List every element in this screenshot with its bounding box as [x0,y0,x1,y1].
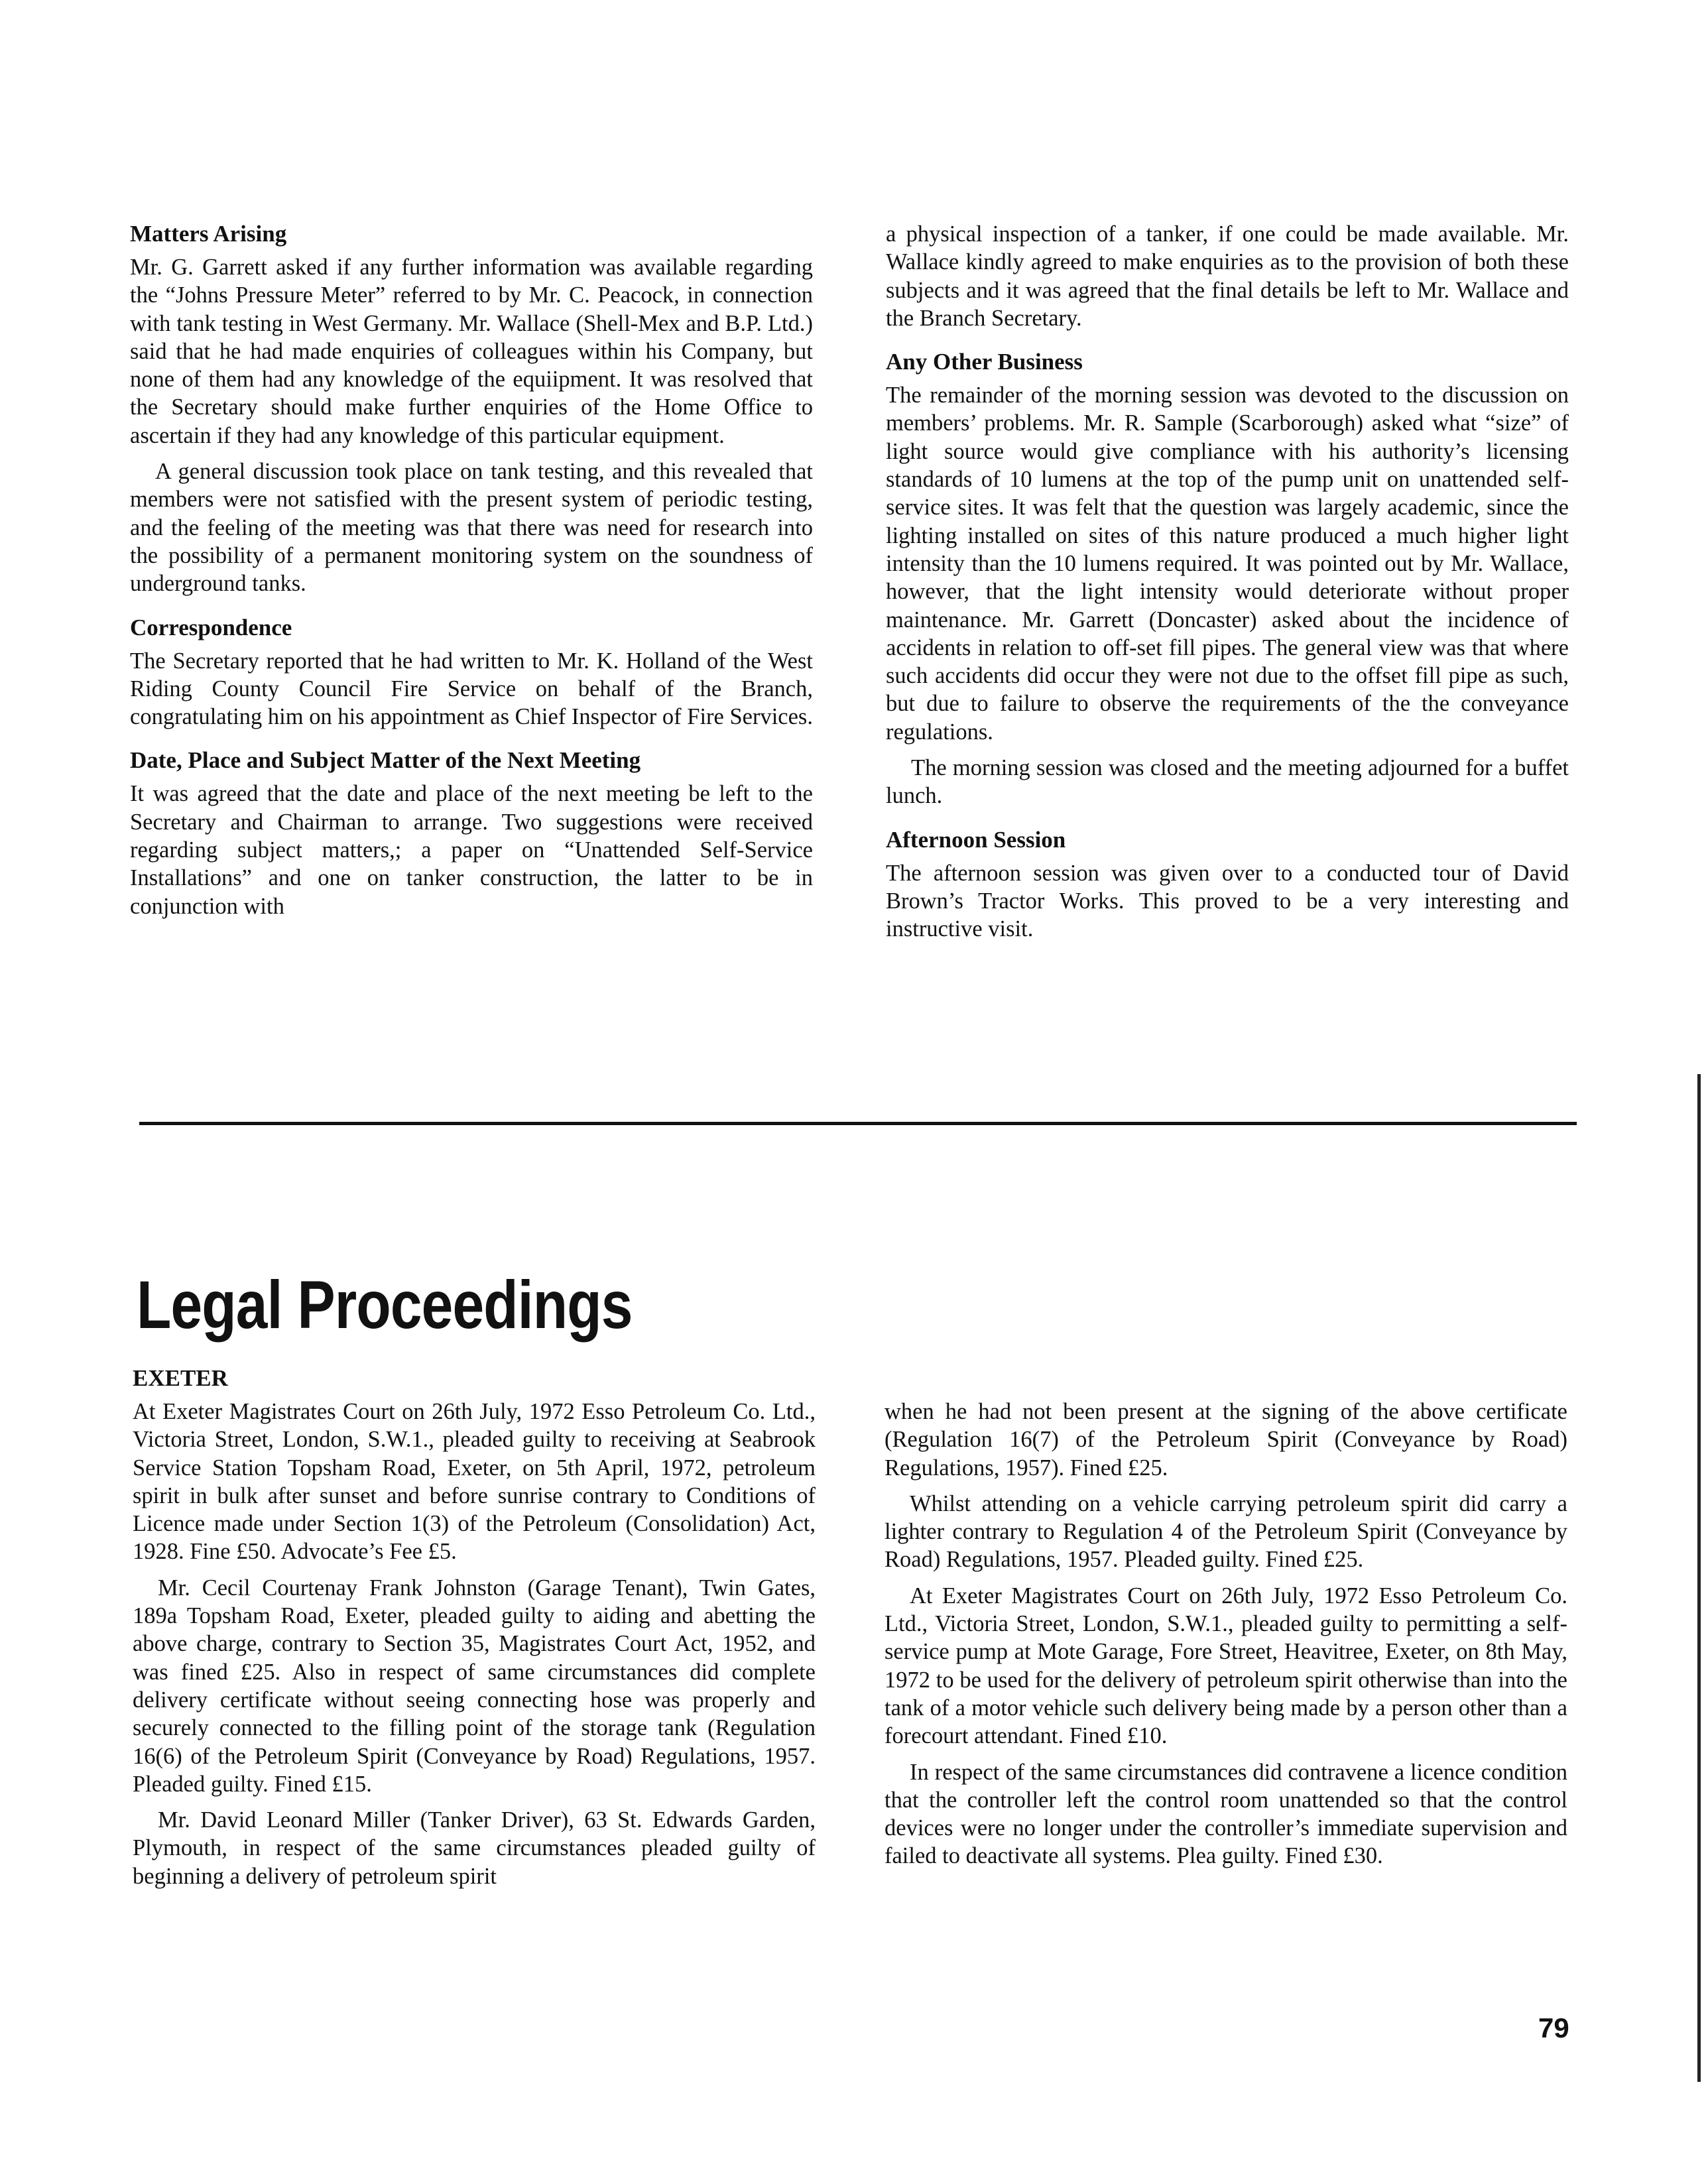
correspondence-heading: Correspondence [130,614,292,640]
correspondence-paragraph: The Secretary reported that he had written to Mr. K. Holland of the West Riding County Council Fire Service on behalf of the Branch, congratulating him on his appointment as Chief Inspector of Fire Services. [130,648,813,730]
next-meeting-section [130,747,813,920]
page-edge-line [1697,1074,1701,2082]
next-meeting-paragraph-continued: a physical inspection of a tanker, if one could be made available. Mr. Wallace kindly agreed to make enquiries as to the provision of both these subjects and it was agreed that the final details be left to Mr. Wallace and the Branch Secretary. [886,221,1569,331]
legal-proceedings-title: Legal Proceedings [137,1267,633,1343]
upper-right-column [886,220,1569,943]
matters-arising-paragraph-2: A general discussion took place on tank testing, and this revealed that members were not satisfied with the present system of periodic testing, and the feeling of the meeting was that there was need for research into the possibility of a permanent monitoring system on the soundness of underground tanks. [130,459,813,597]
page-number: 79 [1538,2012,1569,2043]
legal-paragraph-6: In respect of the same circumstances did contravene a licence condition that the controller left the control room unattended so that the control devices were no longer under the controller’s immediate supervision and failed to deactivate all systems. Plea guilty. Fined £30. [884,1759,1567,1869]
legal-paragraph-3: Mr. David Leonard Miller (Tanker Driver), 63 St. Edwards Garden, Plymouth, in respect of the same circumstances pleaded guilty of beginning a delivery of petroleum spirit [133,1807,816,1889]
lower-left-column [133,1364,816,1890]
legal-paragraph-3-continued: when he had not been present at the signing of the above certificate (Regulation 16(7) of the Petroleum Spirit (Conveyance by Road) Regulations, 1957). Fined £25. [884,1399,1567,1481]
matters-arising-section [130,220,813,598]
afternoon-session-heading: Afternoon Session [886,826,1066,853]
any-other-business-paragraph-1: The remainder of the morning session was devoted to the discussion on members’ problems. Mr. R. Sample (Scarborough) asked what “size” of light source would give compliance with his authority’s licensing standards of 10 lumens at the top of the pump unit on unattended self-service sites. It was felt that the question was largely academic, since the lighting installed on sites of this nature produced a much higher light intensity than the 10 lumens required. It was pointed out by Mr. Wallace, however, that the light intensity would deteriorate without proper maintenance. Mr. Garrett (Doncaster) asked about the incidence of accidents in relation to off-set fill pipes. The general view was that where such accidents did occur they were not due to the offset fill pipe as such, but due to failure to observe the requirements of the the conveyance regulations. [886,383,1569,745]
matters-arising-heading: Matters Arising [130,221,287,247]
any-other-business-section [886,348,1569,810]
afternoon-session-paragraph: The afternoon session was given over to a conducted tour of David Brown’s Tractor Works. This proved to be a very interesting and instructive visit. [886,860,1569,942]
matters-arising-paragraph-1: Mr. G. Garrett asked if any further information was available regarding the “Johns Pressure Meter” referred to by Mr. C. Peacock, in connection with tank testing in West Germany. Mr. Wallace (Shell-Mex and B.P. Ltd.) said that he had made enquiries of colleagues within his Company, but none of them had any knowledge of the equiipment. It was resolved that the Secretary should make further enquiries of the Home Office to ascertain if they had any knowledge of this particular equipment. [130,255,813,448]
section-divider-rule [139,1122,1577,1125]
next-meeting-paragraph: It was agreed that the date and place of the next meeting be left to the Secretary and Chairman to arrange. Two suggestions were received regarding subject matters,; a paper on “Unattended Self-Service Installations” and one on tanker construction, the latter to be in conjunction with [130,781,813,919]
lower-right-column [884,1398,1567,1870]
legal-paragraph-4: Whilst attending on a vehicle carrying petroleum spirit did carry a lighter contrary to Regulation 4 of the Petroleum Spirit (Conveyance by Road) Regulations, 1957. Pleaded guilty. Fined £25. [884,1490,1567,1573]
legal-paragraph-5: At Exeter Magistrates Court on 26th July, 1972 Esso Petroleum Co. Ltd., Victoria Street, London, S.W.1., pleaded guilty to permitting a self-service pump at Mote Garage, Fore Street, Heavitree, Exeter, on 8th May, 1972 to be used for the delivery of petroleum spirit otherwise than into the tank of a motor vehicle such delivery being made by a person other than a forecourt attendant. Fined £10. [884,1583,1567,1749]
any-other-business-paragraph-2: The morning session was closed and the meeting adjourned for a buffet lunch. [886,755,1569,809]
correspondence-section [130,614,813,731]
legal-paragraph-2: Mr. Cecil Courtenay Frank Johnston (Garage Tenant), Twin Gates, 189a Topsham Road, Exeter, pleaded guilty to aiding and abetting the above charge, contrary to Section 35, Magistrates Court Act, 1952, and was fined £25. Also in respect of same circumstances did complete delivery certificate without seeing connecting hose was properly and securely connected to the filling point of the storage tank (Regulation 16(6) of the Petroleum Spirit (Conveyance by Road) Regulations, 1957. Pleaded guilty. Fined £15. [133,1575,816,1797]
exeter-heading: EXETER [133,1365,228,1391]
any-other-business-heading: Any Other Business [886,349,1083,375]
legal-paragraph-1: At Exeter Magistrates Court on 26th July, 1972 Esso Petroleum Co. Ltd., Victoria Street, London, S.W.1., pleaded guilty to receiving at Seabrook Service Station Topsham Road, Exeter, on 5th April, 1972, petroleum spirit in bulk after sunset and before sunrise contrary to Conditions of Licence made under Section 1(3) of the Petroleum (Consolidation) Act, 1928. Fine £50. Advocate’s Fee £5. [133,1399,816,1565]
next-meeting-heading: Date, Place and Subject Matter of the Next Meeting [130,747,641,774]
afternoon-session-section [886,826,1569,943]
upper-left-column [130,220,813,920]
